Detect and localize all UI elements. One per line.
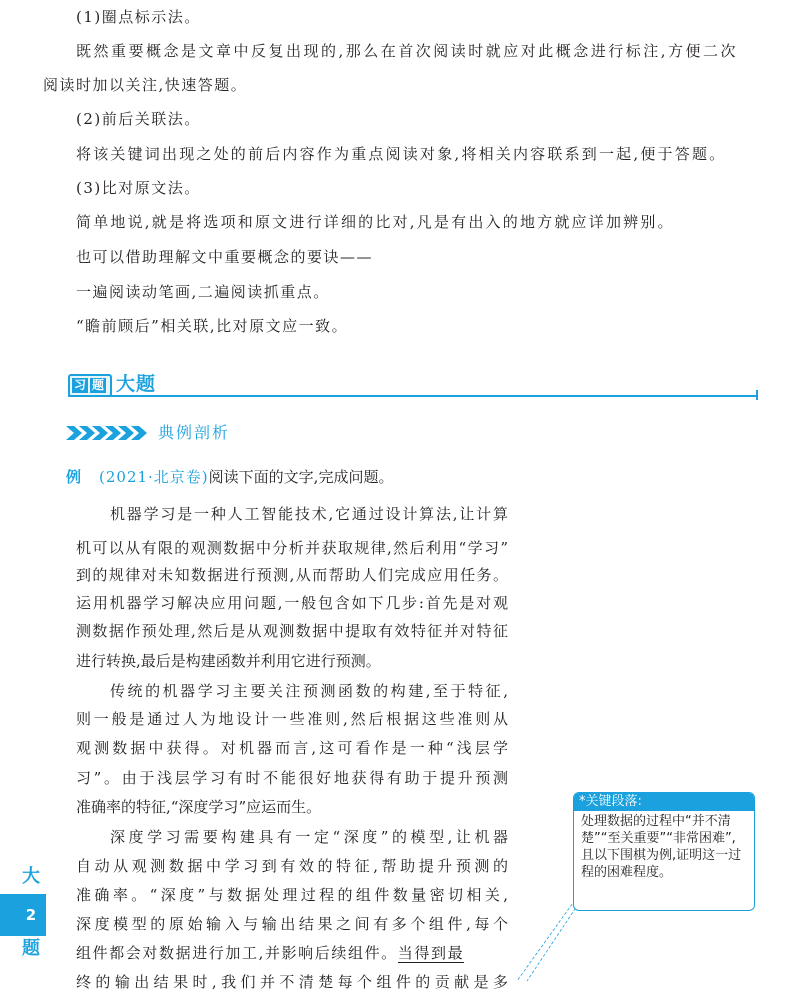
passage-line-cut: 终的输出结果时,我们并不清楚每个组件的贡献是多 <box>76 973 508 991</box>
passage-line: 自动从观测数据中学习到有效的特征,帮助提升预测的 <box>76 857 508 875</box>
tip-line-2: “瞻前顾后”相关联,比对原文应一致。 <box>76 317 349 335</box>
passage-line: 机器学习是一种人工智能技术,它通过设计算法,让计算 <box>110 505 508 523</box>
underlined-key-sentence: 当得到最 <box>397 944 465 962</box>
method-2-desc: 将该关键词出现之处的前后内容作为重点阅读对象,将相关内容联系到一起,便于答题。 <box>76 145 727 163</box>
side-tab-char-top: 大 <box>22 866 40 887</box>
section-badge-char-1: 习 <box>73 378 86 392</box>
key-paragraph-note <box>573 792 755 911</box>
section-header <box>66 372 760 402</box>
key-note-heading: *关键段落: <box>574 793 754 811</box>
method-3-title: (3)比对原文法。 <box>76 179 201 197</box>
passage-line: 到的规律对未知数据进行预测,从而帮助人们完成应用任务。 <box>76 566 508 584</box>
section-badge <box>68 374 112 397</box>
method-1-desc: 既然重要概念是文章中反复出现的,那么在首次阅读时就应对此概念进行标注,方便二次 <box>76 42 739 60</box>
example-label: 例 <box>66 468 82 486</box>
side-tab-number: 2 <box>0 894 46 936</box>
section-divider <box>68 395 758 397</box>
method-2-title: (2)前后关联法。 <box>76 110 201 128</box>
side-tab-char-bottom: 题 <box>22 938 40 959</box>
key-note-body: 处理数据的过程中“并不清楚”“至关重要”“非常困难”,且以下围棋为例,证明这一过程的困难程度。 <box>581 814 742 880</box>
chevron-arrows-icon <box>66 425 148 441</box>
tip-intro: 也可以借助理解文中重要概念的要诀—— <box>76 248 374 266</box>
passage-line: 深度模型的原始输入与输出结果之间有多个组件,每个 <box>76 915 508 933</box>
tip-line-1: 一遍阅读动笔画,二遍阅读抓重点。 <box>76 283 330 301</box>
passage-line: 习”。由于浅层学习有时不能很好地获得有助于提升预测 <box>76 769 508 787</box>
passage-line: 传统的机器学习主要关注预测函数的构建,至于特征, <box>110 682 508 700</box>
passage-line: 机可以从有限的观测数据中分析并获取规律,然后利用“学习” <box>76 539 508 557</box>
example-instruction: 阅读下面的文字,完成问题。 <box>208 468 394 486</box>
passage-text: 组件都会对数据进行加工,并影响后续组件。 <box>76 944 398 962</box>
passage-line: 准确率的特征,“深度学习”应运而生。 <box>76 798 322 816</box>
method-1-title: (1)圈点标示法。 <box>76 8 201 26</box>
passage-line: 观测数据中获得。对机器而言,这可看作是一种“浅层学 <box>76 739 508 757</box>
side-tab-top <box>0 862 46 896</box>
passage-line: 准确率。“深度”与数据处理过程的组件数量密切相关, <box>76 886 508 904</box>
note-connector-lines <box>505 900 585 981</box>
passage-line: 测数据作预处理,然后是从观测数据中提取有效特征并对特征 <box>76 622 508 640</box>
side-tab-bottom <box>0 936 46 962</box>
example-heading <box>66 465 393 489</box>
section-title: 大题 <box>116 373 157 395</box>
chapter-side-tab <box>0 862 46 962</box>
passage-line: 进行转换,最后是构建函数并利用它进行预测。 <box>76 652 381 670</box>
passage-line: 则一般是通过人为地设计一些准则,然后根据这些准则从 <box>76 710 508 728</box>
passage-line <box>76 942 464 964</box>
example-source: (2021·北京卷) <box>99 468 209 486</box>
passage-line: 深度学习需要构建具有一定“深度”的模型,让机器 <box>110 828 508 846</box>
section-divider-end <box>756 390 758 400</box>
method-3-desc: 简单地说,就是将选项和原文进行详细的比对,凡是有出入的地方就应详加辨别。 <box>76 213 675 231</box>
passage-line: 运用机器学习解决应用问题,一般包含如下几步:首先是对观 <box>76 594 508 612</box>
method-1-desc-cont: 阅读时加以关注,快速答题。 <box>43 76 248 94</box>
section-badge-char-2: 题 <box>91 378 104 392</box>
subsection-title: 典例剖析 <box>158 423 231 442</box>
